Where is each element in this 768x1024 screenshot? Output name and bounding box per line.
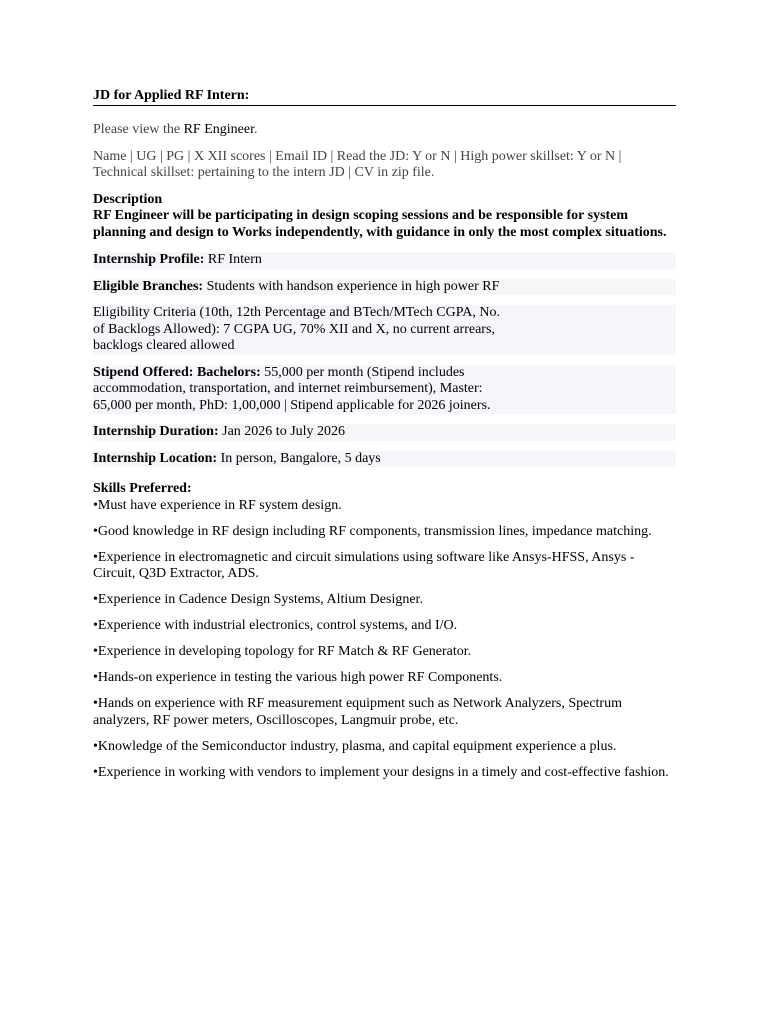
duration-value: Jan 2026 to July 2026	[218, 424, 346, 439]
stipend-value: 55,000 per month (Stipend includes accommodation, transportation, and internet reimbursement), Master: 65,000 per month, PhD: 1,00,000 | Stipend applicable for 2026 joiners.	[93, 364, 491, 413]
skill-item: •Experience with industrial electronics, control systems, and I/O.	[93, 618, 458, 633]
profile-value: RF Intern	[204, 252, 262, 267]
skill-item: •Hands-on experience in testing the various high power RF Components.	[93, 670, 503, 685]
skill-item: •Experience in electromagnetic and circuit simulations using software like Ansys-HFSS, Ansys - Circuit, Q3D Extractor, ADS.	[93, 549, 635, 581]
skill-item: •Experience in working with vendors to implement your designs in a timely and cost-effective fashion.	[93, 764, 669, 780]
skill-item: •Must have experience in RF system design.	[93, 497, 342, 513]
eligible-branches	[93, 279, 676, 296]
skill-item: •Hands on experience with RF measurement equipment such as Network Analyzers, Spectrum analyzers, RF power meters, Oscilloscopes, Langmuir probe, etc.	[93, 696, 622, 728]
skills-section	[93, 481, 676, 781]
branches-value: Students with handson experience in high power RF	[203, 278, 500, 294]
stipend-offered	[93, 365, 676, 415]
stipend-text	[93, 365, 513, 415]
skill-item: •Experience in Cadence Design Systems, Altium Designer.	[93, 592, 423, 607]
skill-item: •Experience in developing topology for RF Match & RF Generator.	[93, 644, 472, 659]
internship-location	[93, 451, 676, 468]
description-body: RF Engineer will be participating in design scoping sessions and be responsible for system planning and design to Works independently, with guidance in only the most complex situations.	[93, 208, 667, 240]
branches-label: Eligible Branches:	[93, 278, 204, 294]
stipend-label: Stipend Offered: Bachelors:	[93, 364, 261, 380]
rf-engineer-link[interactable]: RF Engineer	[183, 122, 254, 137]
location-label: Internship Location:	[93, 450, 218, 466]
intro-line	[93, 122, 676, 139]
document-content	[93, 87, 676, 781]
eligibility-criteria	[93, 305, 676, 355]
required-fields-line: Name | UG | PG | X XII scores | Email ID | Read the JD: Y or N | High power skillset: Y or N | Technical skillset: pertaining to the intern JD | CV in zip file.	[93, 148, 622, 180]
location-value: In person, Bangalore, 5 days	[217, 450, 381, 466]
description-heading: Description	[93, 191, 163, 207]
internship-duration	[93, 424, 676, 441]
profile-label: Internship Profile:	[93, 252, 205, 267]
skills-heading-text: Skills Preferred:	[93, 481, 192, 496]
intro-prefix: Please view the	[93, 122, 184, 137]
skill-item: •Good knowledge in RF design including RF components, transmission lines, impedance matching.	[93, 523, 652, 539]
skills-heading	[93, 481, 676, 498]
description-section	[93, 192, 676, 242]
skill-item: •Knowledge of the Semiconductor industry, plasma, and capital equipment experience a plus.	[93, 738, 617, 754]
internship-profile	[93, 252, 676, 269]
criteria-text: Eligibility Criteria (10th, 12th Percentage and BTech/MTech CGPA, No. of Backlogs Allowed): 7 CGPA UG, 70% XII and X, no current arrears, backlogs cleared allowed	[93, 305, 500, 353]
page-title: JD for Applied RF Intern:	[93, 87, 676, 106]
intro-suffix: .	[253, 122, 258, 137]
duration-label: Internship Duration:	[93, 424, 219, 439]
